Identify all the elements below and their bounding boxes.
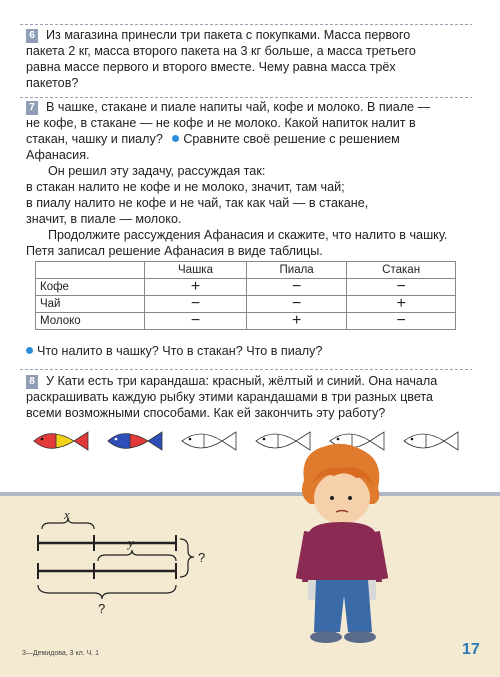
task-8-line-1: У Кати есть три карандаша: красный, жёлтый и синий. Она начала	[46, 374, 438, 388]
task-7-line-1: В чашке, стакане и пиале напиты чай, кофе и молоко. В пиале —	[46, 100, 431, 114]
y-label: y	[128, 535, 134, 550]
task-8-number: 8	[26, 375, 38, 389]
task-7-line-6: в стакан налито не кофе и не молоко, значит, там чай;	[26, 180, 345, 194]
table-cell: −	[347, 313, 456, 330]
table-row	[36, 279, 456, 296]
fish-icon	[108, 432, 162, 450]
question-right: ?	[198, 550, 206, 565]
task-6-line-2: пакета 2 кг, масса второго пакета на 3 кг больше, а масса третьего	[26, 44, 416, 58]
table-cell: +	[145, 279, 247, 296]
x-label: x	[64, 507, 70, 522]
task-6-line-1: Из магазина принесли три пакета с покупками. Масса первого	[46, 28, 411, 42]
table-header-cell: Чашка	[145, 262, 247, 279]
task-6-number: 6	[26, 29, 38, 43]
table-row	[36, 296, 456, 313]
task-6-line-4: пакетов?	[26, 76, 79, 90]
task-7-line-4: Афанасия.	[26, 148, 90, 162]
page-number: 17	[462, 641, 480, 658]
task-7-divider	[20, 97, 472, 98]
task-7-line-10: Петя записал решение Афанасия в виде таблицы.	[26, 244, 323, 258]
task-7-line-8: значит, в пиале — молоко.	[26, 212, 182, 226]
boy-illustration	[286, 440, 396, 645]
table-cell: +	[247, 313, 347, 330]
table-cell: −	[247, 296, 347, 313]
fish-icon	[34, 432, 88, 450]
task-7-followup-text: Что налито в чашку? Что в стакан? Что в пиалу?	[37, 344, 323, 358]
solution-table	[35, 261, 456, 330]
task-8-divider	[20, 369, 472, 370]
table-row	[36, 313, 456, 330]
table-cell: −	[145, 296, 247, 313]
bullet-icon	[172, 135, 179, 142]
fish-icon	[182, 432, 236, 450]
task-7-line-7: в пиалу налито не кофе и не чай, так как чай — в стакане,	[26, 196, 369, 210]
table-cell: +	[347, 296, 456, 313]
task-8-line-3: всеми возможными способами. Как ей закончить эту работу?	[26, 406, 386, 420]
table-header-cell	[36, 262, 145, 279]
table-row-label: Кофе	[36, 279, 145, 296]
table-cell: −	[145, 313, 247, 330]
task-7-line-9: Продолжите рассуждения Афанасия и скажите, что налито в чашку.	[48, 228, 448, 242]
table-header-cell: Пиала	[247, 262, 347, 279]
fish-row	[28, 424, 478, 458]
task-7-question: стакан, чашку и пиалу?	[26, 132, 163, 146]
fish-icon	[404, 432, 458, 450]
task-7-followup	[26, 344, 322, 359]
footer-imprint: 3—Демидова, 3 кл. Ч. 1	[22, 650, 100, 657]
task-7-line-3	[26, 132, 400, 147]
table-row-label: Молоко	[36, 313, 145, 330]
task-7-compare: Сравните своё решение с решением	[183, 132, 400, 146]
table-cell: −	[347, 279, 456, 296]
task-7-line-2: не кофе, в стакане — не кофе и не молоко. Какой напиток налит в	[26, 116, 416, 130]
table-row-label: Чай	[36, 296, 145, 313]
table-cell: −	[247, 279, 347, 296]
illustration-top-strip	[0, 492, 500, 496]
task-7-number: 7	[26, 101, 38, 115]
table-header-cell: Стакан	[347, 262, 456, 279]
task-6-line-3: равна массе первого и второго вместе. Чему равна масса трёх	[26, 60, 396, 74]
task-8-line-2: раскрашивать каждую рыбку этими карандашами в три разных цвета	[26, 390, 434, 404]
table-header-row	[36, 262, 456, 279]
task-7-line-5: Он решил эту задачу, рассуждая так:	[48, 164, 266, 178]
segment-diagram	[28, 505, 218, 620]
question-bottom: ?	[98, 601, 106, 616]
task-6-divider	[20, 24, 472, 25]
bullet-icon	[26, 347, 33, 354]
